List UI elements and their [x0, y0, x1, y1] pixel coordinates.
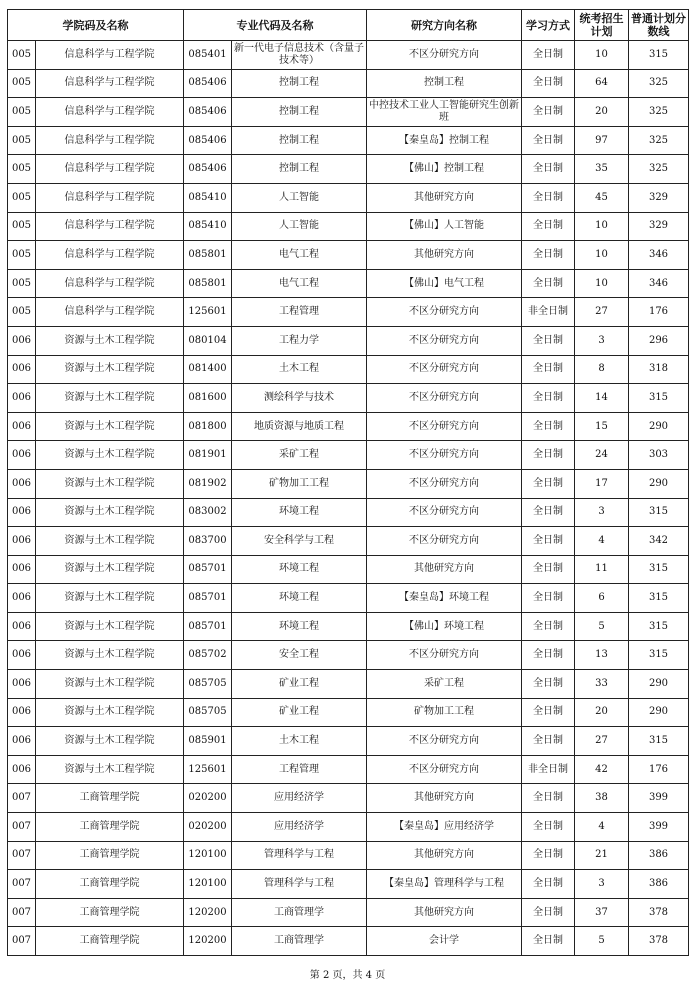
study-mode-cell: 全日制: [522, 384, 575, 413]
major-name-cell: 应用经济学: [232, 813, 367, 842]
major-code-cell: 020200: [184, 784, 232, 813]
table-body: [8, 41, 689, 956]
study-mode-cell: 全日制: [522, 98, 575, 127]
major-code-cell: 085705: [184, 698, 232, 727]
quota-cell: 4: [575, 527, 629, 556]
quota-cell: 10: [575, 41, 629, 70]
college-code-cell: 006: [8, 469, 36, 498]
college-name-cell: 资源与土木工程学院: [36, 498, 184, 527]
college-name-cell: 资源与土木工程学院: [36, 698, 184, 727]
college-code-cell: 005: [8, 41, 36, 70]
college-code-cell: 006: [8, 670, 36, 699]
table-row: [8, 98, 689, 127]
table-row: [8, 269, 689, 298]
direction-cell: 其他研究方向: [367, 183, 522, 212]
major-code-cell: 085701: [184, 555, 232, 584]
direction-cell: 【佛山】电气工程: [367, 269, 522, 298]
direction-cell: 不区分研究方向: [367, 384, 522, 413]
college-name-cell: 资源与土木工程学院: [36, 641, 184, 670]
major-name-cell: 电气工程: [232, 269, 367, 298]
study-mode-cell: 全日制: [522, 870, 575, 899]
major-name-cell: 工程力学: [232, 326, 367, 355]
table-row: [8, 412, 689, 441]
college-name-cell: 信息科学与工程学院: [36, 298, 184, 327]
major-name-cell: 控制工程: [232, 126, 367, 155]
college-name-cell: 工商管理学院: [36, 927, 184, 956]
college-name-cell: 信息科学与工程学院: [36, 212, 184, 241]
cutoff-cell: 176: [629, 298, 689, 327]
college-code-cell: 006: [8, 727, 36, 756]
header-college: 学院码及名称: [8, 10, 184, 41]
college-name-cell: 信息科学与工程学院: [36, 269, 184, 298]
college-name-cell: 资源与土木工程学院: [36, 670, 184, 699]
major-name-cell: 工程管理: [232, 755, 367, 784]
major-code-cell: 085705: [184, 670, 232, 699]
cutoff-cell: 386: [629, 841, 689, 870]
table-row: [8, 841, 689, 870]
major-code-cell: 081901: [184, 441, 232, 470]
major-code-cell: 081400: [184, 355, 232, 384]
admission-table: [7, 9, 689, 956]
major-code-cell: 083700: [184, 527, 232, 556]
cutoff-cell: 315: [629, 384, 689, 413]
major-name-cell: 工商管理学: [232, 927, 367, 956]
major-code-cell: 085801: [184, 241, 232, 270]
college-code-cell: 006: [8, 441, 36, 470]
college-code-cell: 005: [8, 269, 36, 298]
study-mode-cell: 全日制: [522, 441, 575, 470]
major-code-cell: 085410: [184, 183, 232, 212]
study-mode-cell: 全日制: [522, 498, 575, 527]
college-name-cell: 工商管理学院: [36, 813, 184, 842]
major-name-cell: 环境工程: [232, 612, 367, 641]
quota-cell: 3: [575, 870, 629, 899]
major-code-cell: 085401: [184, 41, 232, 70]
direction-cell: 不区分研究方向: [367, 441, 522, 470]
study-mode-cell: 全日制: [522, 326, 575, 355]
direction-cell: 其他研究方向: [367, 784, 522, 813]
direction-cell: 不区分研究方向: [367, 755, 522, 784]
college-name-cell: 信息科学与工程学院: [36, 183, 184, 212]
direction-cell: 【佛山】人工智能: [367, 212, 522, 241]
major-name-cell: 应用经济学: [232, 784, 367, 813]
quota-cell: 4: [575, 813, 629, 842]
study-mode-cell: 全日制: [522, 927, 575, 956]
major-code-cell: 081600: [184, 384, 232, 413]
college-code-cell: 005: [8, 155, 36, 184]
study-mode-cell: 全日制: [522, 241, 575, 270]
table-row: [8, 441, 689, 470]
college-name-cell: 信息科学与工程学院: [36, 126, 184, 155]
cutoff-cell: 296: [629, 326, 689, 355]
major-code-cell: 125601: [184, 298, 232, 327]
study-mode-cell: 全日制: [522, 784, 575, 813]
table-row: [8, 670, 689, 699]
college-name-cell: 资源与土木工程学院: [36, 755, 184, 784]
direction-cell: 【秦皇岛】环境工程: [367, 584, 522, 613]
direction-cell: 控制工程: [367, 69, 522, 98]
college-name-cell: 资源与土木工程学院: [36, 584, 184, 613]
college-code-cell: 006: [8, 498, 36, 527]
major-name-cell: 矿业工程: [232, 670, 367, 699]
quota-cell: 27: [575, 298, 629, 327]
college-name-cell: 信息科学与工程学院: [36, 41, 184, 70]
major-code-cell: 083002: [184, 498, 232, 527]
cutoff-cell: 325: [629, 98, 689, 127]
quota-cell: 8: [575, 355, 629, 384]
cutoff-cell: 329: [629, 183, 689, 212]
college-name-cell: 信息科学与工程学院: [36, 155, 184, 184]
college-name-cell: 信息科学与工程学院: [36, 241, 184, 270]
quota-cell: 6: [575, 584, 629, 613]
major-name-cell: 土木工程: [232, 355, 367, 384]
college-name-cell: 资源与土木工程学院: [36, 355, 184, 384]
table-row: [8, 126, 689, 155]
cutoff-cell: 303: [629, 441, 689, 470]
direction-cell: 不区分研究方向: [367, 355, 522, 384]
direction-cell: 矿物加工工程: [367, 698, 522, 727]
major-code-cell: 085406: [184, 126, 232, 155]
table-row: [8, 41, 689, 70]
table-row: [8, 326, 689, 355]
college-code-cell: 006: [8, 641, 36, 670]
cutoff-cell: 290: [629, 469, 689, 498]
quota-cell: 13: [575, 641, 629, 670]
quota-cell: 21: [575, 841, 629, 870]
major-code-cell: 085406: [184, 155, 232, 184]
table-row: [8, 870, 689, 899]
direction-cell: 【秦皇岛】管理科学与工程: [367, 870, 522, 899]
college-name-cell: 资源与土木工程学院: [36, 326, 184, 355]
quota-cell: 5: [575, 927, 629, 956]
study-mode-cell: 全日制: [522, 355, 575, 384]
table-row: [8, 298, 689, 327]
quota-cell: 20: [575, 98, 629, 127]
cutoff-cell: 342: [629, 527, 689, 556]
major-code-cell: 081902: [184, 469, 232, 498]
header-row: [8, 10, 689, 41]
table-row: [8, 755, 689, 784]
direction-cell: 不区分研究方向: [367, 326, 522, 355]
cutoff-cell: 325: [629, 126, 689, 155]
major-name-cell: 土木工程: [232, 727, 367, 756]
quota-cell: 97: [575, 126, 629, 155]
major-name-cell: 电气工程: [232, 241, 367, 270]
table-row: [8, 155, 689, 184]
quota-cell: 42: [575, 755, 629, 784]
study-mode-cell: 全日制: [522, 469, 575, 498]
direction-cell: 不区分研究方向: [367, 498, 522, 527]
college-code-cell: 007: [8, 841, 36, 870]
college-code-cell: 007: [8, 784, 36, 813]
direction-cell: 不区分研究方向: [367, 527, 522, 556]
major-name-cell: 管理科学与工程: [232, 841, 367, 870]
college-name-cell: 资源与土木工程学院: [36, 441, 184, 470]
header-major: 专业代码及名称: [184, 10, 367, 41]
study-mode-cell: 非全日制: [522, 298, 575, 327]
table-row: [8, 612, 689, 641]
college-name-cell: 工商管理学院: [36, 784, 184, 813]
major-name-cell: 新一代电子信息技术（含量子技术等）: [232, 41, 367, 70]
table-row: [8, 527, 689, 556]
direction-cell: 其他研究方向: [367, 898, 522, 927]
direction-cell: 中控技术工业人工智能研究生创新班: [367, 98, 522, 127]
cutoff-cell: 290: [629, 670, 689, 699]
quota-cell: 17: [575, 469, 629, 498]
major-code-cell: 120100: [184, 870, 232, 899]
college-code-cell: 006: [8, 412, 36, 441]
study-mode-cell: 全日制: [522, 813, 575, 842]
direction-cell: 其他研究方向: [367, 555, 522, 584]
college-code-cell: 006: [8, 555, 36, 584]
quota-cell: 24: [575, 441, 629, 470]
major-code-cell: 085702: [184, 641, 232, 670]
quota-cell: 20: [575, 698, 629, 727]
major-name-cell: 安全科学与工程: [232, 527, 367, 556]
college-name-cell: 资源与土木工程学院: [36, 527, 184, 556]
major-name-cell: 工商管理学: [232, 898, 367, 927]
college-code-cell: 006: [8, 384, 36, 413]
major-name-cell: 地质资源与地质工程: [232, 412, 367, 441]
study-mode-cell: 全日制: [522, 670, 575, 699]
cutoff-cell: 315: [629, 498, 689, 527]
major-name-cell: 采矿工程: [232, 441, 367, 470]
major-code-cell: 120200: [184, 927, 232, 956]
study-mode-cell: 全日制: [522, 727, 575, 756]
header-cutoff: 普通计划分数线: [629, 10, 689, 41]
college-code-cell: 006: [8, 612, 36, 641]
cutoff-cell: 329: [629, 212, 689, 241]
cutoff-cell: 386: [629, 870, 689, 899]
table-row: [8, 784, 689, 813]
quota-cell: 5: [575, 612, 629, 641]
major-code-cell: 085410: [184, 212, 232, 241]
table-row: [8, 698, 689, 727]
college-name-cell: 信息科学与工程学院: [36, 98, 184, 127]
study-mode-cell: 全日制: [522, 612, 575, 641]
college-code-cell: 007: [8, 898, 36, 927]
table-row: [8, 727, 689, 756]
quota-cell: 35: [575, 155, 629, 184]
college-code-cell: 005: [8, 126, 36, 155]
major-code-cell: 120100: [184, 841, 232, 870]
study-mode-cell: 非全日制: [522, 755, 575, 784]
college-code-cell: 005: [8, 212, 36, 241]
college-code-cell: 006: [8, 527, 36, 556]
major-name-cell: 控制工程: [232, 155, 367, 184]
table-row: [8, 384, 689, 413]
cutoff-cell: 315: [629, 584, 689, 613]
quota-cell: 10: [575, 241, 629, 270]
major-name-cell: 工程管理: [232, 298, 367, 327]
direction-cell: 不区分研究方向: [367, 298, 522, 327]
table-row: [8, 555, 689, 584]
quota-cell: 27: [575, 727, 629, 756]
major-name-cell: 环境工程: [232, 555, 367, 584]
direction-cell: 其他研究方向: [367, 841, 522, 870]
college-name-cell: 工商管理学院: [36, 841, 184, 870]
college-name-cell: 资源与土木工程学院: [36, 612, 184, 641]
study-mode-cell: 全日制: [522, 898, 575, 927]
cutoff-cell: 399: [629, 813, 689, 842]
direction-cell: 不区分研究方向: [367, 41, 522, 70]
direction-cell: 【秦皇岛】应用经济学: [367, 813, 522, 842]
major-name-cell: 安全工程: [232, 641, 367, 670]
table-row: [8, 898, 689, 927]
college-name-cell: 工商管理学院: [36, 870, 184, 899]
direction-cell: 【佛山】控制工程: [367, 155, 522, 184]
study-mode-cell: 全日制: [522, 698, 575, 727]
quota-cell: 3: [575, 498, 629, 527]
cutoff-cell: 315: [629, 727, 689, 756]
quota-cell: 38: [575, 784, 629, 813]
table-row: [8, 355, 689, 384]
college-name-cell: 资源与土木工程学院: [36, 555, 184, 584]
quota-cell: 10: [575, 269, 629, 298]
major-code-cell: 085901: [184, 727, 232, 756]
college-code-cell: 006: [8, 584, 36, 613]
direction-cell: 其他研究方向: [367, 241, 522, 270]
major-code-cell: 125601: [184, 755, 232, 784]
study-mode-cell: 全日制: [522, 269, 575, 298]
cutoff-cell: 325: [629, 69, 689, 98]
quota-cell: 37: [575, 898, 629, 927]
major-code-cell: 085701: [184, 612, 232, 641]
table-row: [8, 641, 689, 670]
major-code-cell: 085406: [184, 98, 232, 127]
major-code-cell: 085406: [184, 69, 232, 98]
study-mode-cell: 全日制: [522, 69, 575, 98]
study-mode-cell: 全日制: [522, 641, 575, 670]
cutoff-cell: 346: [629, 269, 689, 298]
cutoff-cell: 378: [629, 898, 689, 927]
direction-cell: 会计学: [367, 927, 522, 956]
quota-cell: 11: [575, 555, 629, 584]
cutoff-cell: 315: [629, 41, 689, 70]
study-mode-cell: 全日制: [522, 183, 575, 212]
table-row: [8, 212, 689, 241]
college-code-cell: 005: [8, 183, 36, 212]
college-name-cell: 工商管理学院: [36, 898, 184, 927]
major-name-cell: 环境工程: [232, 584, 367, 613]
college-name-cell: 资源与土木工程学院: [36, 727, 184, 756]
cutoff-cell: 399: [629, 784, 689, 813]
study-mode-cell: 全日制: [522, 412, 575, 441]
college-code-cell: 007: [8, 870, 36, 899]
cutoff-cell: 290: [629, 412, 689, 441]
major-name-cell: 控制工程: [232, 98, 367, 127]
table-row: [8, 498, 689, 527]
college-code-cell: 005: [8, 241, 36, 270]
major-name-cell: 人工智能: [232, 183, 367, 212]
study-mode-cell: 全日制: [522, 126, 575, 155]
college-name-cell: 资源与土木工程学院: [36, 412, 184, 441]
major-name-cell: 控制工程: [232, 69, 367, 98]
quota-cell: 3: [575, 326, 629, 355]
cutoff-cell: 325: [629, 155, 689, 184]
cutoff-cell: 378: [629, 927, 689, 956]
major-code-cell: 080104: [184, 326, 232, 355]
major-name-cell: 矿物加工工程: [232, 469, 367, 498]
college-code-cell: 006: [8, 355, 36, 384]
table-row: [8, 469, 689, 498]
quota-cell: 45: [575, 183, 629, 212]
table-row: [8, 241, 689, 270]
major-name-cell: 人工智能: [232, 212, 367, 241]
college-code-cell: 006: [8, 326, 36, 355]
direction-cell: 不区分研究方向: [367, 641, 522, 670]
college-code-cell: 005: [8, 298, 36, 327]
header-quota: 统考招生计划: [575, 10, 629, 41]
major-code-cell: 120200: [184, 898, 232, 927]
college-code-cell: 007: [8, 813, 36, 842]
major-name-cell: 矿业工程: [232, 698, 367, 727]
direction-cell: 采矿工程: [367, 670, 522, 699]
direction-cell: 【秦皇岛】控制工程: [367, 126, 522, 155]
study-mode-cell: 全日制: [522, 584, 575, 613]
study-mode-cell: 全日制: [522, 841, 575, 870]
table-row: [8, 584, 689, 613]
cutoff-cell: 315: [629, 555, 689, 584]
table-row: [8, 69, 689, 98]
cutoff-cell: 315: [629, 612, 689, 641]
quota-cell: 64: [575, 69, 629, 98]
header-direction: 研究方向名称: [367, 10, 522, 41]
quota-cell: 15: [575, 412, 629, 441]
major-name-cell: 环境工程: [232, 498, 367, 527]
direction-cell: 不区分研究方向: [367, 412, 522, 441]
table-row: [8, 813, 689, 842]
college-code-cell: 006: [8, 698, 36, 727]
quota-cell: 10: [575, 212, 629, 241]
cutoff-cell: 290: [629, 698, 689, 727]
header-study-mode: 学习方式: [522, 10, 575, 41]
study-mode-cell: 全日制: [522, 41, 575, 70]
major-code-cell: 020200: [184, 813, 232, 842]
study-mode-cell: 全日制: [522, 155, 575, 184]
cutoff-cell: 315: [629, 641, 689, 670]
college-name-cell: 信息科学与工程学院: [36, 69, 184, 98]
college-code-cell: 005: [8, 98, 36, 127]
college-name-cell: 资源与土木工程学院: [36, 384, 184, 413]
page-footer: 第 2 页，共 4 页: [309, 970, 386, 981]
study-mode-cell: 全日制: [522, 527, 575, 556]
cutoff-cell: 346: [629, 241, 689, 270]
major-code-cell: 085701: [184, 584, 232, 613]
cutoff-cell: 318: [629, 355, 689, 384]
major-name-cell: 测绘科学与技术: [232, 384, 367, 413]
major-name-cell: 管理科学与工程: [232, 870, 367, 899]
direction-cell: 不区分研究方向: [367, 469, 522, 498]
study-mode-cell: 全日制: [522, 555, 575, 584]
table-row: [8, 927, 689, 956]
college-code-cell: 007: [8, 927, 36, 956]
table-row: [8, 183, 689, 212]
major-code-cell: 085801: [184, 269, 232, 298]
college-code-cell: 006: [8, 755, 36, 784]
college-code-cell: 005: [8, 69, 36, 98]
major-code-cell: 081800: [184, 412, 232, 441]
quota-cell: 14: [575, 384, 629, 413]
direction-cell: 【佛山】环境工程: [367, 612, 522, 641]
quota-cell: 33: [575, 670, 629, 699]
cutoff-cell: 176: [629, 755, 689, 784]
study-mode-cell: 全日制: [522, 212, 575, 241]
college-name-cell: 资源与土木工程学院: [36, 469, 184, 498]
direction-cell: 不区分研究方向: [367, 727, 522, 756]
